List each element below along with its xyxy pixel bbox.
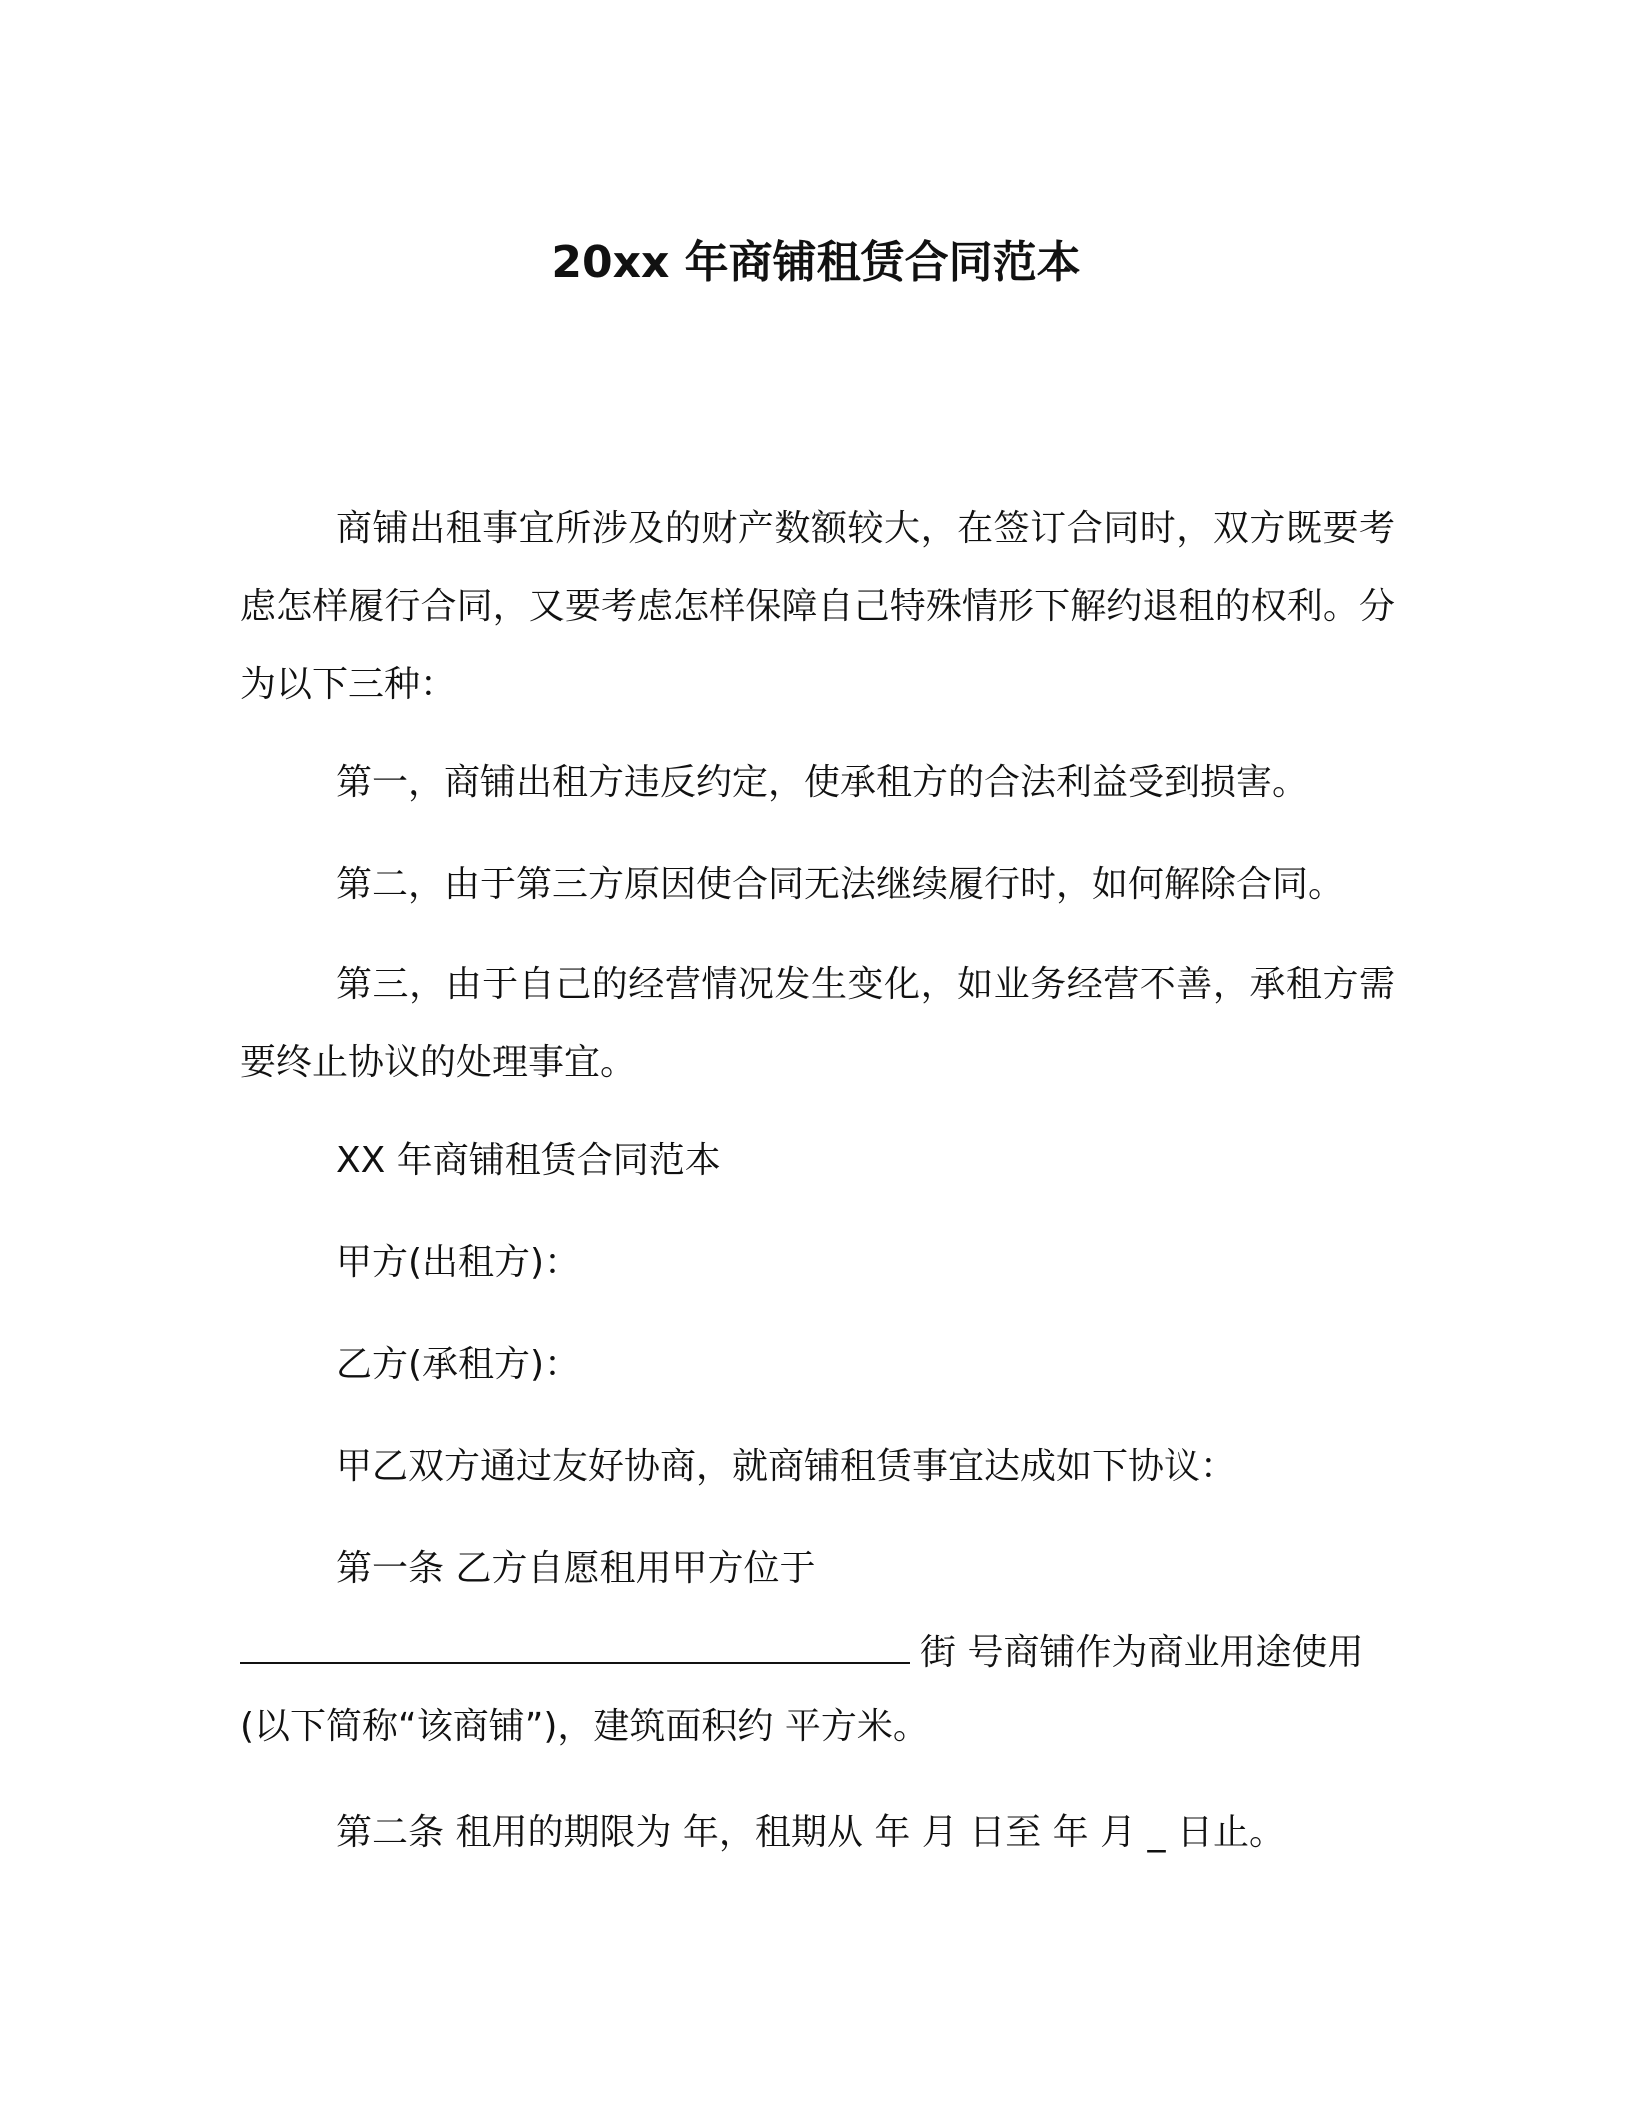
- point-one-paragraph: 第一，商铺出租方违反约定，使承租方的合法利益受到损害。: [336, 762, 1309, 803]
- article-one-area-line: (以下简称“该商铺”)，建筑面积约 平方米。: [240, 1706, 929, 1747]
- article-one-heading: 第一条 乙方自愿租用甲方位于: [336, 1548, 816, 1589]
- contract-subtitle: XX 年商铺租赁合同范本: [336, 1140, 721, 1181]
- agreement-statement: 甲乙双方通过友好协商，就商铺租赁事宜达成如下协议：: [336, 1446, 1237, 1487]
- document-title: 20xx 年商铺租赁合同范本: [551, 237, 1081, 288]
- party-b-label: 乙方(承租方)：: [336, 1344, 581, 1385]
- point-two-paragraph: 第二，由于第三方原因使合同无法继续履行时，如何解除合同。: [336, 864, 1345, 905]
- address-blank-line: [240, 1632, 910, 1664]
- party-a-label: 甲方(出租方)：: [336, 1242, 581, 1283]
- article-one-address-text: 街 号商铺作为商业用途使用: [920, 1632, 1364, 1673]
- intro-paragraph: 商铺出租事宜所涉及的财产数额较大，在签订合同时，双方既要考虑怎样履行合同，又要考虑怎样保障自己特殊情形下解约退租的权利。分为以下三种：: [240, 508, 1395, 705]
- article-two-term: 第二条 租用的期限为 年，租期从 年 月 日至 年 月 _ 日止。: [336, 1812, 1285, 1853]
- point-three-paragraph: 第三，由于自己的经营情况发生变化，如业务经营不善，承租方需要终止协议的处理事宜。: [240, 964, 1395, 1083]
- article-one-address-line: [240, 1628, 1395, 1678]
